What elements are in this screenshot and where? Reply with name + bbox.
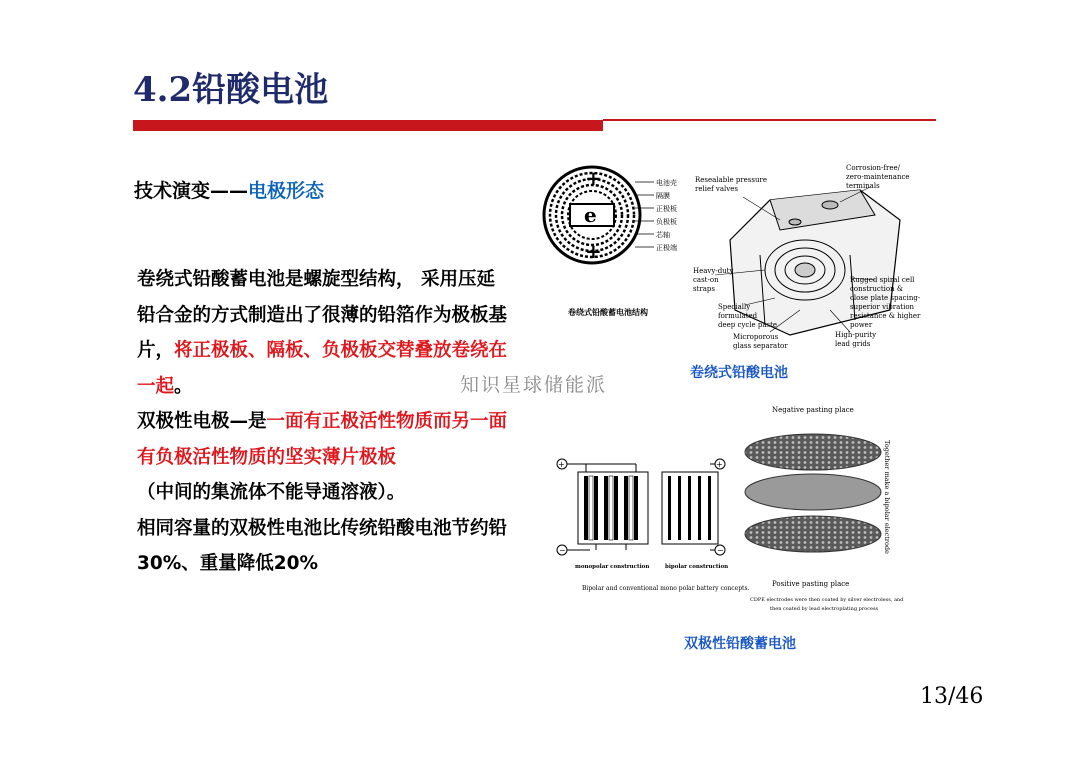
callout-glass-separator: Microporous glass separator xyxy=(733,333,788,350)
monopolar-schematic xyxy=(557,459,648,555)
label-cell-case: 电池壳 xyxy=(656,179,677,187)
electrode-note-1: CDPE electrodes were then coated by silver electroless, and xyxy=(750,597,904,603)
label-separator: 隔膜 xyxy=(656,192,670,200)
caption-spiral-battery: 卷绕式铅酸电池 xyxy=(690,365,788,381)
paragraph-3-text: 相同容量的双极性电池比传统铅酸电池节约铅30%、重量降低20% xyxy=(137,517,508,574)
svg-text:e: e xyxy=(584,203,597,227)
electrode-note-2: then coated by lead electroplating process xyxy=(770,606,879,612)
svg-text:+: + xyxy=(585,239,602,263)
svg-text:+: + xyxy=(716,460,723,469)
concepts-caption: Bipolar and conventional mono polar battery concepts. xyxy=(582,585,750,592)
subtitle-prefix: 技术演变—— xyxy=(134,180,249,202)
bipolar-schematic xyxy=(662,459,725,555)
label-negative-plate: 负极板 xyxy=(656,218,677,226)
bipolar-label: bipolar construction xyxy=(665,564,729,570)
page-number: 13/46 xyxy=(920,684,984,709)
svg-text:−: − xyxy=(717,546,724,555)
bipolar-electrode-discs xyxy=(745,434,881,552)
callout-lead-grids: High-purity lead grids xyxy=(835,331,877,348)
label-positive-plate: 正极板 xyxy=(656,205,677,213)
svg-text:+: + xyxy=(585,166,602,190)
callout-corrosion-free-terminals: Corrosion-free/ zero-maintenance terminals xyxy=(846,164,910,190)
paragraph-1-highlight: 将正极板、隔板、负极板交替叠放卷绕在一起 xyxy=(137,340,508,397)
together-bipolar-label: Together make a bipolar electrode xyxy=(883,440,891,554)
body-text xyxy=(137,262,509,582)
svg-text:+: + xyxy=(558,460,565,469)
caption-bipolar-battery: 双极性铅酸蓄电池 xyxy=(684,636,796,652)
callout-resealable-valves: Resealable pressure relief valves xyxy=(695,176,767,193)
slide-title: 4.2铅酸电池 xyxy=(133,70,329,110)
paragraph-1-end: 。 xyxy=(174,375,193,397)
title-underline-thin xyxy=(603,119,936,121)
subtitle-highlight: 电极形态 xyxy=(248,180,325,202)
bipolar-battery-figure xyxy=(550,400,910,620)
spiral-battery-figure xyxy=(530,160,930,360)
callout-cast-on-straps: Heavy-duty cast-on straps xyxy=(693,267,734,293)
monopolar-label: monopolar construction xyxy=(575,564,650,570)
paragraph-2-text: 双极性电极—是 xyxy=(137,411,267,432)
title-underline-thick xyxy=(133,120,603,131)
paragraph-2-highlight: 一面有正极活性物质而另一面有负极活性物质的坚实薄片极板 xyxy=(137,411,508,468)
label-core-shaft: 芯轴 xyxy=(656,231,670,239)
spiral-cross-section xyxy=(544,166,654,263)
section-subtitle xyxy=(134,176,324,203)
positive-pasting-label: Positive pasting place xyxy=(772,580,850,588)
paragraph-2-note: （中间的集流体不能导通溶液）。 xyxy=(137,482,406,503)
callout-rugged-spiral: Rugged spiral cell construction & close plate spacing- superior vibration resistance & higher power xyxy=(850,276,921,329)
negative-pasting-label: Negative pasting place xyxy=(772,406,854,414)
label-positive-terminal: 正极端 xyxy=(656,244,677,252)
svg-text:−: − xyxy=(559,546,566,555)
callout-deep-cycle-paste: Specially formulated deep cycle paste xyxy=(718,303,778,329)
paragraph-1-text: 卷绕式铅酸蓄电池是螺旋型结构， 采用压延铅合金的方式制造出了很薄的铅箔作为极板基片， xyxy=(137,269,508,361)
watermark: 知识星球储能派 xyxy=(460,374,608,396)
spiral-figure-caption: 卷绕式铅酸蓄电池结构 xyxy=(568,307,648,317)
